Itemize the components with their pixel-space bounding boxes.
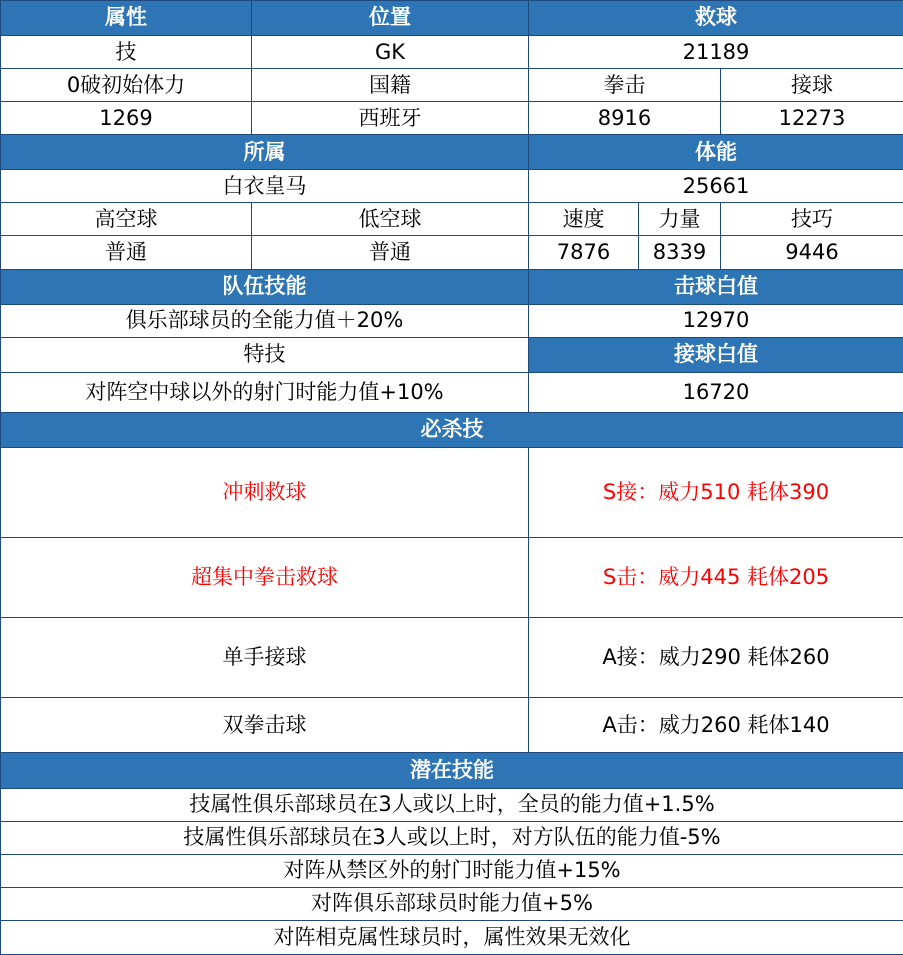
- special-move-detail: S接：威力510 耗体390: [529, 447, 903, 537]
- punch-value: 8916: [529, 102, 721, 135]
- nationality-label: 国籍: [252, 69, 529, 102]
- latent-skills-header: 潜在技能: [1, 753, 903, 788]
- attribute-header: 属性: [1, 1, 252, 36]
- catch-value: 12273: [721, 102, 903, 135]
- position-value: GK: [252, 36, 529, 69]
- team-skill-text: 俱乐部球员的全能力值＋20%: [1, 304, 529, 337]
- catch-base-value: 16720: [529, 372, 903, 412]
- low-ball-value: 普通: [252, 236, 529, 269]
- latent-skill-item: 对阵从禁区外的射门时能力值+15%: [1, 854, 903, 887]
- power-value: 8339: [639, 236, 721, 269]
- attribute-value: 技: [1, 36, 252, 69]
- catch-label: 接球: [721, 69, 903, 102]
- technique-value: 9446: [721, 236, 903, 269]
- initial-stamina-label: 0破初始体力: [1, 69, 252, 102]
- special-skill-text: 对阵空中球以外的射门时能力值+10%: [1, 372, 529, 412]
- nationality-value: 西班牙: [252, 102, 529, 135]
- high-ball-label: 高空球: [1, 203, 252, 236]
- affiliation-header: 所属: [1, 135, 529, 170]
- save-header: 救球: [529, 1, 903, 36]
- power-label: 力量: [639, 203, 721, 236]
- stamina-value: 25661: [529, 170, 903, 203]
- speed-label: 速度: [529, 203, 639, 236]
- team-skill-header: 队伍技能: [1, 269, 529, 304]
- punch-label: 拳击: [529, 69, 721, 102]
- low-ball-label: 低空球: [252, 203, 529, 236]
- special-move-name: 超集中拳击救球: [1, 538, 529, 618]
- special-skill-label: 特技: [1, 337, 529, 372]
- latent-skill-item: 对阵相克属性球员时，属性效果无效化: [1, 920, 903, 954]
- speed-value: 7876: [529, 236, 639, 269]
- latent-skill-item: 对阵俱乐部球员时能力值+5%: [1, 887, 903, 920]
- special-moves-header: 必杀技: [1, 412, 903, 447]
- special-move-name: 单手接球: [1, 618, 529, 698]
- latent-skill-item: 技属性俱乐部球员在3人或以上时，对方队伍的能力值-5%: [1, 821, 903, 854]
- technique-label: 技巧: [721, 203, 903, 236]
- initial-stamina-value: 1269: [1, 102, 252, 135]
- affiliation-value: 白衣皇马: [1, 170, 529, 203]
- special-move-detail: A击：威力260 耗体140: [529, 698, 903, 753]
- punch-base-value: 12970: [529, 304, 903, 337]
- special-move-detail: A接：威力290 耗体260: [529, 618, 903, 698]
- latent-skill-item: 技属性俱乐部球员在3人或以上时，全员的能力值+1.5%: [1, 788, 903, 821]
- catch-base-header: 接球白值: [529, 337, 903, 372]
- high-ball-value: 普通: [1, 236, 252, 269]
- position-header: 位置: [252, 1, 529, 36]
- stamina-header: 体能: [529, 135, 903, 170]
- punch-base-header: 击球白值: [529, 269, 903, 304]
- save-value: 21189: [529, 36, 903, 69]
- special-move-name: 冲刺救球: [1, 447, 529, 537]
- special-move-detail: S击：威力445 耗体205: [529, 538, 903, 618]
- special-move-name: 双拳击球: [1, 698, 529, 753]
